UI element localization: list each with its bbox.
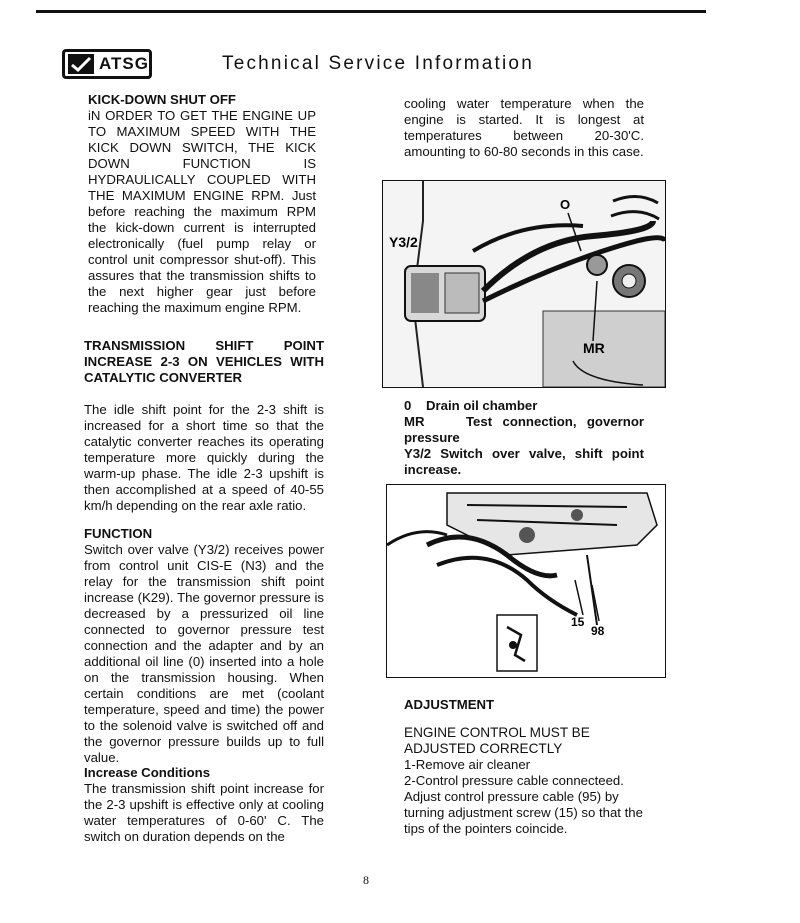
label-98: 98 <box>591 624 605 638</box>
adjustment-step1: 1-Remove air cleaner <box>404 757 531 772</box>
adjustment-section <box>404 697 644 837</box>
valve-illustration <box>383 181 665 387</box>
increase-section <box>84 765 324 845</box>
legend-row-mr: MR Test connection, governor pressure <box>404 414 645 445</box>
page-number: 8 <box>363 873 369 887</box>
figure-adjustment-diagram <box>386 484 666 678</box>
kickdown-body-text: Just before reaching the maximum RPM the kick-down current is interrupted electronically (fuel pump relay or control unit compressor shut-off). This assures that the transmission shifts to the next higher gear just before reaching the maximum engine RPM. <box>88 188 316 315</box>
tsp-body-text: The idle shift point for the 2-3 shift is increased for a short time so that the catalytic converter reaches its operating temperature more quickly during the warm-up phase. The idle 2-3 upshift is then accomplished at a speed of 40-55 km/h depending on the rear axle ratio. <box>84 402 324 513</box>
adjustment-line1: ENGINE CONTROL MUST BE ADJUSTED CORRECTLY <box>404 725 590 756</box>
figure1-legend <box>404 398 644 478</box>
label-y32: Y3/2 <box>389 234 418 250</box>
logo-mark-icon <box>68 54 94 74</box>
label-o: O <box>560 197 571 212</box>
continuation-text: cooling water temperature when the engine is started. It is longest at temperatures between 20-30'C. amounting to 60-80 seconds in this case. <box>404 96 644 159</box>
figure-valve-photo <box>382 180 666 388</box>
increase-heading: Increase Conditions <box>84 765 211 780</box>
header-rule <box>36 10 706 13</box>
atsg-logo <box>62 49 152 79</box>
adjustment-heading: ADJUSTMENT <box>404 697 495 712</box>
logo-text: ATSG <box>99 54 149 73</box>
right-continuation <box>404 96 644 160</box>
kickdown-heading: KICK-DOWN SHUT OFF <box>88 92 236 107</box>
left-column <box>84 92 324 316</box>
function-heading: FUNCTION <box>84 526 153 541</box>
label-mr: MR <box>583 340 605 356</box>
legend-row-y32: Y3/2 Switch over valve, shift point increase. <box>404 446 644 477</box>
function-body-text: Switch over valve (Y3/2) receives power from control unit CIS-E (N3) and the relay for the transmission shift point increase (K29). The governor pressure is decreased by a pressurized oil line connected to governor pressure test connection and the adapter and by an additional oil line (0) inserted into a hole on the transmission housing. When certain conditions are met (coolant temperature, speed and time) the power to the solenoid valve is switched off and the governor pressure builds up to full value. <box>84 542 324 765</box>
kickdown-caps-text: iN ORDER TO GET THE ENGINE UP TO MAXIMUM SPEED WITH THE KICK DOWN SWITCH, THE KICK DOWN FUNCTION IS HYDRAULICALLY COUPLED WITH THE MAXIMUM ENGINE RPM. Just before reaching the maximum RPM the kick-down current is interrupted electronically (fuel pump relay or control unit compressor shut-off). This assures that the transmission shifts to the next higher gear just before reaching the maximum engine RPM. <box>88 108 316 315</box>
function-section <box>84 526 324 766</box>
adjustment-step2: 2-Control pressure cable connecteed. Adjust control pressure cable (95) by turning adjustment screw (15) so that the tips of the pointers coincide. <box>404 773 643 836</box>
adjustment-illustration <box>387 485 665 677</box>
tsp-body-section <box>84 402 324 514</box>
legend-row-0: 0 Drain oil chamber <box>404 398 538 413</box>
increase-body-text: The transmission shift point increase for the 2-3 upshift is effective only at cooling water temperatures of 0-60' C. The switch on duration depends on the <box>84 781 324 844</box>
page-header-title: Technical Service Information <box>222 53 534 74</box>
label-15: 15 <box>571 615 585 629</box>
tsp-section <box>84 338 324 386</box>
tsp-heading: TRANSMISSION SHIFT POINT INCREASE 2-3 ON VEHICLES WITH CATALYTIC CONVERTER <box>84 338 324 385</box>
